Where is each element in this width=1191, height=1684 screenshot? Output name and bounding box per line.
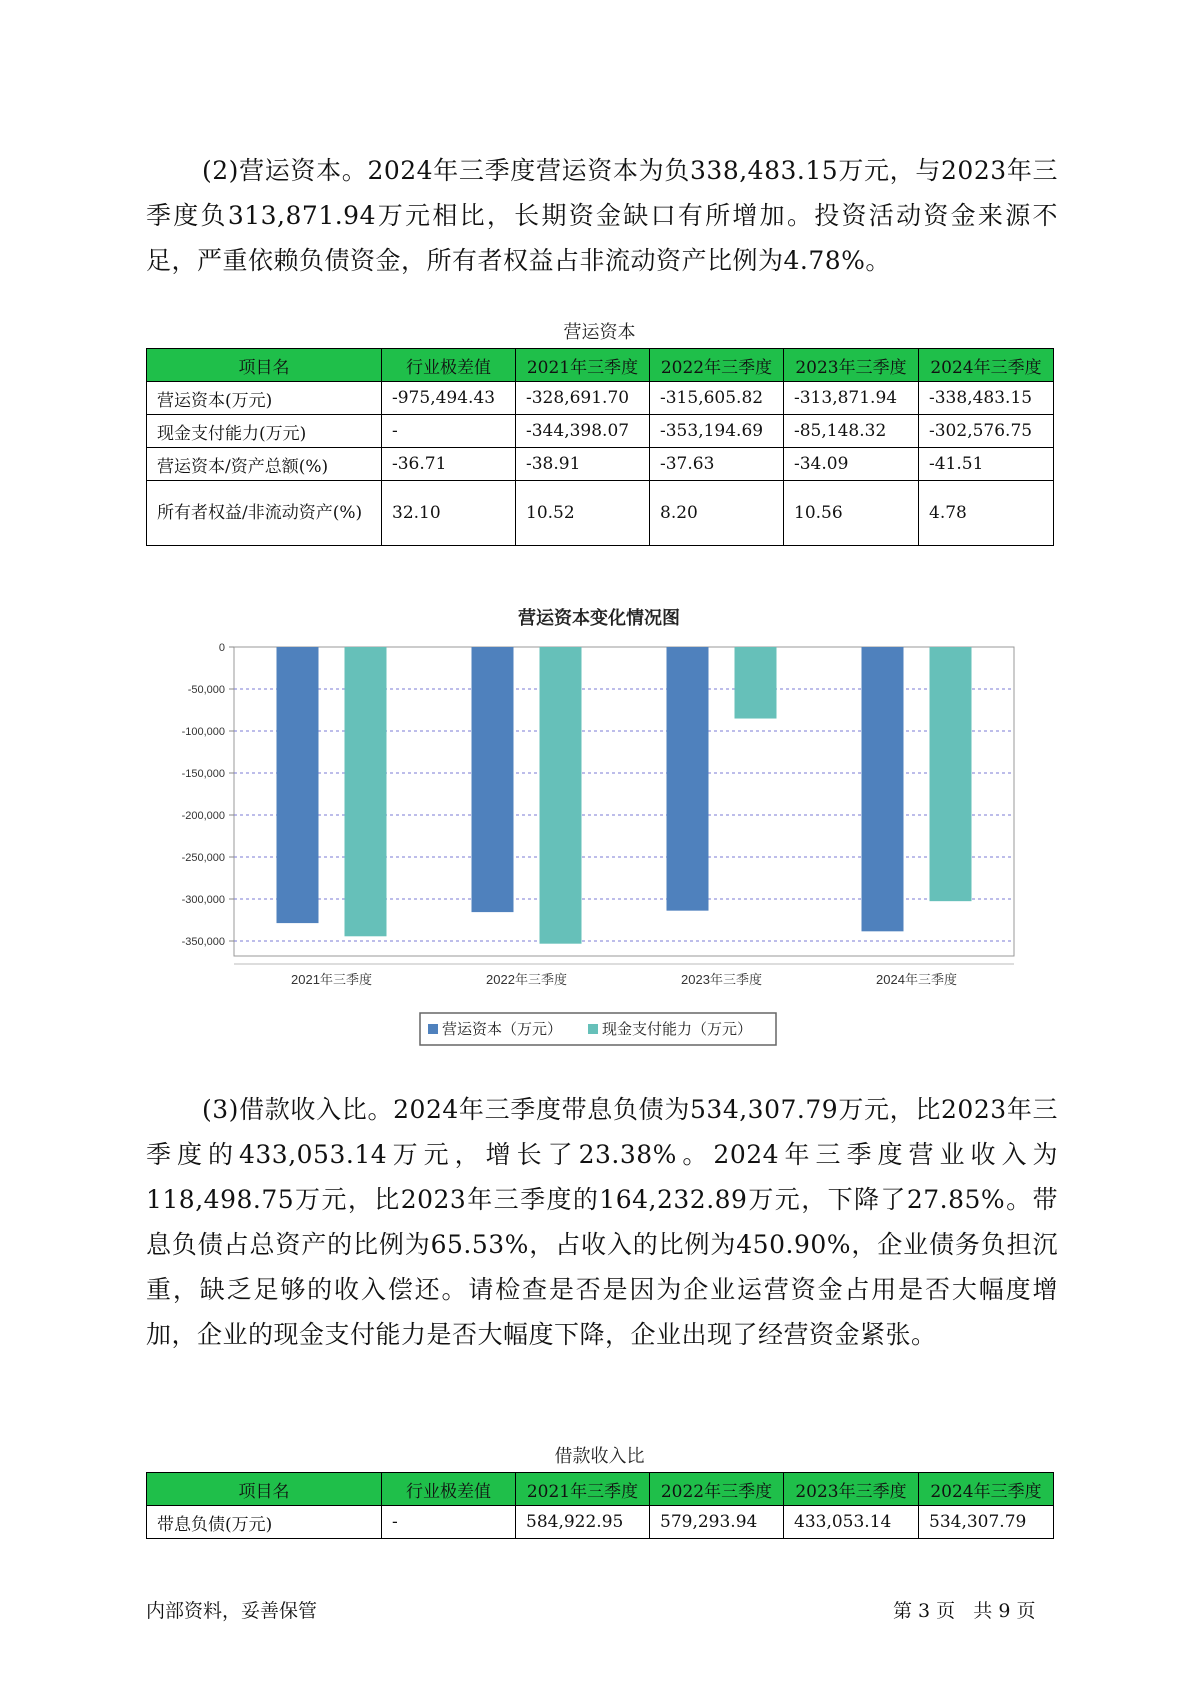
cell: -315,605.82 [650,382,784,415]
cell: 4.78 [919,481,1054,546]
cell: 433,053.14 [784,1506,919,1539]
cell: -344,398.07 [516,415,650,448]
footer-confidential-note: 内部资料，妥善保管 [146,1600,318,1622]
bar-working-capital [277,647,319,923]
cell: 534,307.79 [919,1506,1054,1539]
cell: -41.51 [919,448,1054,481]
header-item-name: 项目名 [147,349,382,382]
header-2024q3: 2024年三季度 [919,1473,1054,1506]
table-header-row [147,349,1054,382]
x-tick-label: 2022年三季度 [486,972,567,987]
bar-cash-payment [930,647,972,901]
cell: -302,576.75 [919,415,1054,448]
cell: - [382,1506,516,1539]
header-2021q3: 2021年三季度 [516,1473,650,1506]
header-2023q3: 2023年三季度 [784,349,919,382]
bar-working-capital [472,647,514,912]
cell: 579,293.94 [650,1506,784,1539]
y-tick-label: -50,000 [187,684,225,696]
header-industry-range: 行业极差值 [382,349,516,382]
y-tick-label: -300,000 [181,894,225,906]
x-tick-label: 2024年三季度 [876,972,957,987]
paragraph-working-capital: (2)营运资本。2024年三季度营运资本为负338,483.15万元，与2023年三季度负313,871.94万元相比，长期资金缺口有所增加。投资活动资金来源不足，严重依赖负债资金，所有者权益占非流动资产比例为4.78%。 [146,156,1058,275]
cell: -338,483.15 [919,382,1054,415]
cell: -85,148.32 [784,415,919,448]
table-caption-loan-income: 借款收入比 [554,1446,645,1467]
cell: 32.10 [382,481,516,546]
y-tick-label: -150,000 [181,768,225,780]
header-2023q3: 2023年三季度 [784,1473,919,1506]
legend-swatch [428,1024,438,1034]
cell: 10.52 [516,481,650,546]
table-row [147,448,1054,481]
bar-cash-payment [540,647,582,944]
row-label: 所有者权益/非流动资产(%) [147,481,382,546]
header-2024q3: 2024年三季度 [919,349,1054,382]
cell: 10.56 [784,481,919,546]
cell: - [382,415,516,448]
legend-label: 营运资本（万元） [442,1021,563,1038]
cell: 584,922.95 [516,1506,650,1539]
y-tick-label: 0 [218,642,225,654]
cell: -37.63 [650,448,784,481]
cell: -328,691.70 [516,382,650,415]
row-label: 现金支付能力(万元) [147,415,382,448]
legend-swatch [588,1024,598,1034]
row-label: 营运资本/资产总额(%) [147,448,382,481]
legend [420,1013,776,1045]
table-row [147,415,1054,448]
cell: -975,494.43 [382,382,516,415]
working-capital-table [146,348,1054,546]
paragraph-loan-income-ratio: (3)借款收入比。2024年三季度带息负债为534,307.79万元，比2023年三季度的433,053.14万元，增长了23.38%。2024年三季度营业收入为118,498.75万元，比2023年三季度的164,232.89万元，下降了27.85%。带息负债占总资产的比例为65.53%，占收入的比例为450.90%，企业债务负担沉重，缺乏足够的收入偿还。请检查是否是因为企业运营资金占用是否大幅度增加，企业的现金支付能力是否大幅度下降，企业出现了经营资金紧张。 [146,1095,1058,1349]
cell: -353,194.69 [650,415,784,448]
table-row [147,481,1054,546]
chart-title: 营运资本变化情况图 [518,608,680,628]
table-header-row [147,1473,1054,1506]
cell: -313,871.94 [784,382,919,415]
bar-working-capital [667,647,709,911]
x-tick-label: 2023年三季度 [681,972,762,987]
y-tick-label: -200,000 [181,810,225,822]
cell: -36.71 [382,448,516,481]
header-item-name: 项目名 [147,1473,382,1506]
cell: -34.09 [784,448,919,481]
footer-page-number: 第 3 页 共 9 页 [893,1600,1036,1622]
x-axis [234,964,1014,987]
y-axis [182,642,234,948]
bar-working-capital [862,647,904,931]
y-tick-label: -350,000 [181,936,225,948]
header-2022q3: 2022年三季度 [650,1473,784,1506]
table-caption-working-capital: 营运资本 [563,322,636,343]
bar-cash-payment [735,647,777,719]
cell: -38.91 [516,448,650,481]
cell: 8.20 [650,481,784,546]
table-row [147,1506,1054,1539]
header-industry-range: 行业极差值 [382,1473,516,1506]
bar-cash-payment [345,647,387,936]
row-label: 带息负债(万元) [147,1506,382,1539]
legend-label: 现金支付能力（万元） [602,1021,753,1038]
working-capital-chart [146,595,1053,1055]
loan-income-table [146,1472,1054,1539]
y-tick-label: -100,000 [181,726,225,738]
x-tick-label: 2021年三季度 [291,972,372,987]
table-row [147,382,1054,415]
y-tick-label: -250,000 [181,852,225,864]
row-label: 营运资本(万元) [147,382,382,415]
header-2021q3: 2021年三季度 [516,349,650,382]
header-2022q3: 2022年三季度 [650,349,784,382]
